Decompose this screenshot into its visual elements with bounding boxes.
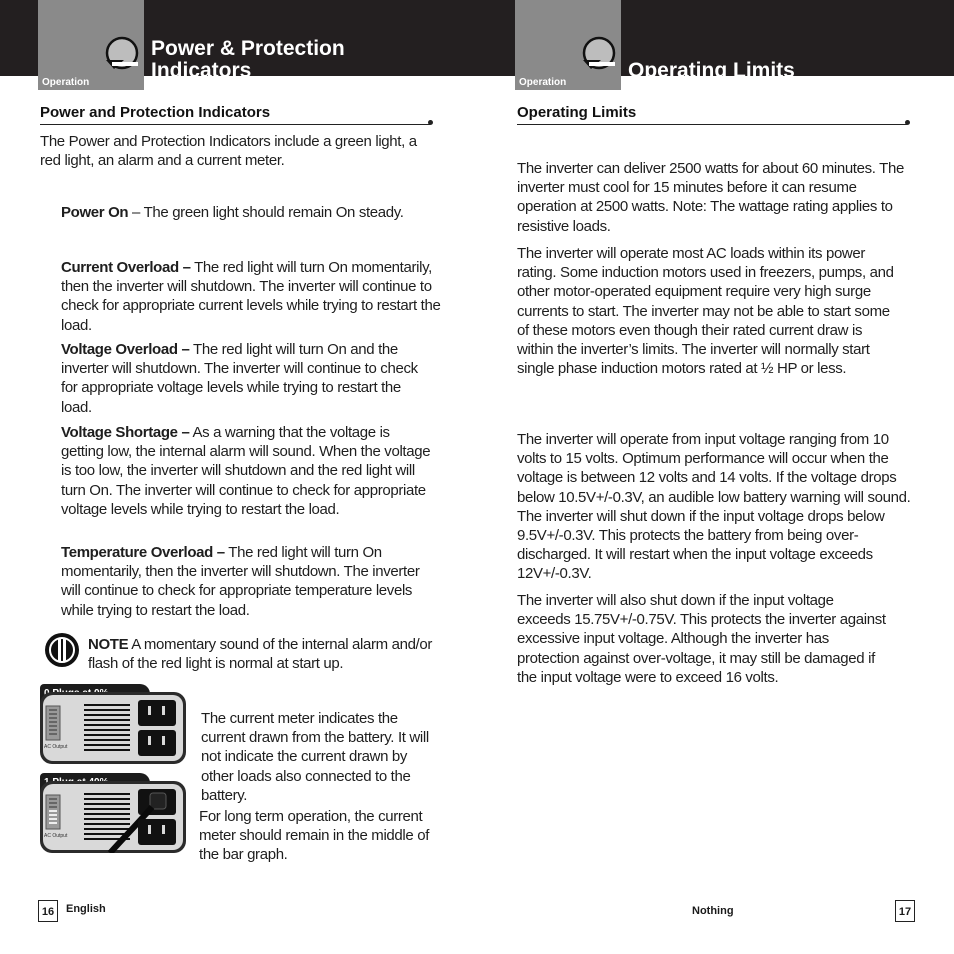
voltage-shortage-text: As a warning that the voltage is getting low, the internal alarm will sound. When the voltage is too low, the inverter will shutdown and the red light will turn On. The inverter will continue to check for appropriate voltage levels while trying to restart the load. <box>61 424 431 518</box>
left-header-tab <box>38 0 144 90</box>
inverter-panel-illustration-1 <box>40 781 186 853</box>
right-footer-label: Nothing <box>692 905 734 917</box>
operation-logo-icon <box>102 36 142 76</box>
power-on-label: Power On <box>61 204 129 221</box>
current-overload-text: The red light will turn On momentarily, then the inverter will shutdown. The inverter will continue to check for appropriate current levels while trying to restart the load. <box>61 259 441 334</box>
left-section-rule <box>40 124 430 125</box>
operation-logo-icon <box>579 36 619 76</box>
inverter-panel-1-plug <box>40 781 186 853</box>
left-section-heading: Power and Protection Indicators <box>40 104 271 121</box>
voltage-overload-item <box>61 340 433 417</box>
inverter-panel-illustration-0 <box>40 692 186 764</box>
panel-ac-output-label-1: AC Output <box>44 833 68 839</box>
right-header-tab <box>515 0 621 90</box>
rating-paragraph: The inverter can deliver 2500 watts for about 60 minutes. The inverter must cool for 15 minutes before it can resume operation at 2500 watts. Note: The wattage rating applies to resistive loads. <box>517 160 904 235</box>
ac-outlet-bottom-0 <box>138 730 176 756</box>
note-text: A momentary sound of the internal alarm and/or flash of the red light is normal at start up. <box>88 636 433 673</box>
input-voltage-paragraph: The inverter will operate from input voltage ranging from 10 volts to 15 volts. Optimum performance will occur when the voltage is between 12 volts and 14 volts. If the voltage drops below 10.5V+/-0.3V, an audible low battery warning will sound. The inverter will shut down if the input voltage drops below 9.5V+/-0.3V. This protects the battery from being over-discharged. It will restart when the input voltage exceeds 12V+/-0.3V. <box>517 431 911 583</box>
note-paragraph <box>88 635 433 673</box>
left-page-title: Power & Protection Indicators <box>151 37 345 82</box>
meter-paragraph-1: The current meter indicates the current drawn from the battery. It will not indicate the current drawn by other loads also connected to the battery. <box>201 710 429 804</box>
current-overload-label: Current Overload – <box>61 259 191 276</box>
ac-loads-paragraph: The inverter will operate most AC loads within its power rating. Some induction motors used in freezers, pumps, and other motor-operated equipment require very high surge currents to start. The inverter may not be able to start some of these motors even though their rated current draw is within the inverter’s limits. The inverter will normally start single phase induction motors rated at ½ HP or less. <box>517 245 894 378</box>
temperature-overload-label: Temperature Overload – <box>61 544 225 561</box>
left-page-number: 16 <box>38 900 58 922</box>
right-page-number: 17 <box>895 900 915 922</box>
power-on-text: – The green light should remain On steady. <box>128 204 404 221</box>
intro-paragraph: The Power and Protection Indicators include a green light, a red light, an alarm and a current meter. <box>40 133 417 170</box>
temperature-overload-text: The red light will turn On momentarily, then the inverter will shutdown. The inverter will continue to check for appropriate temperature levels while trying to restart the load. <box>61 544 420 619</box>
right-section-rule-dot <box>905 120 910 125</box>
note-label: NOTE <box>88 636 129 653</box>
power-on-item <box>61 203 441 222</box>
current-overload-item <box>61 258 441 335</box>
left-tab-label: Operation <box>42 77 90 88</box>
left-section-rule-dot <box>428 120 433 125</box>
overvoltage-paragraph: The inverter will also shut down if the input voltage exceeds 15.75V+/-0.75V. This protects the inverter against excessive input voltage. Although the inverter has protection against over-voltage, it may still be damaged if the input voltage were to exceed 16 volts. <box>517 592 886 686</box>
right-section-rule <box>517 124 907 125</box>
panel-ac-output-label-0: AC Output <box>44 744 68 750</box>
note-icon <box>44 632 80 668</box>
temperature-overload-item <box>61 543 433 620</box>
voltage-shortage-item <box>61 423 433 519</box>
voltage-overload-label: Voltage Overload – <box>61 341 190 358</box>
right-page-title: Operating Limits <box>628 59 795 82</box>
right-section-heading: Operating Limits <box>517 104 637 121</box>
ac-outlet-bottom-1 <box>138 819 176 845</box>
voltage-shortage-label: Voltage Shortage – <box>61 424 190 441</box>
inverter-panel-0-plugs <box>40 692 186 764</box>
voltage-overload-text: The red light will turn On and the inverter will shutdown. The inverter will continue to check for appropriate voltage levels while trying to restart the load. <box>61 341 418 416</box>
left-footer-label: English <box>66 903 106 915</box>
meter-paragraph-2: For long term operation, the current meter should remain in the middle of the bar graph. <box>199 808 430 864</box>
ac-outlet-top-0 <box>138 700 176 726</box>
right-tab-label: Operation <box>519 77 567 88</box>
